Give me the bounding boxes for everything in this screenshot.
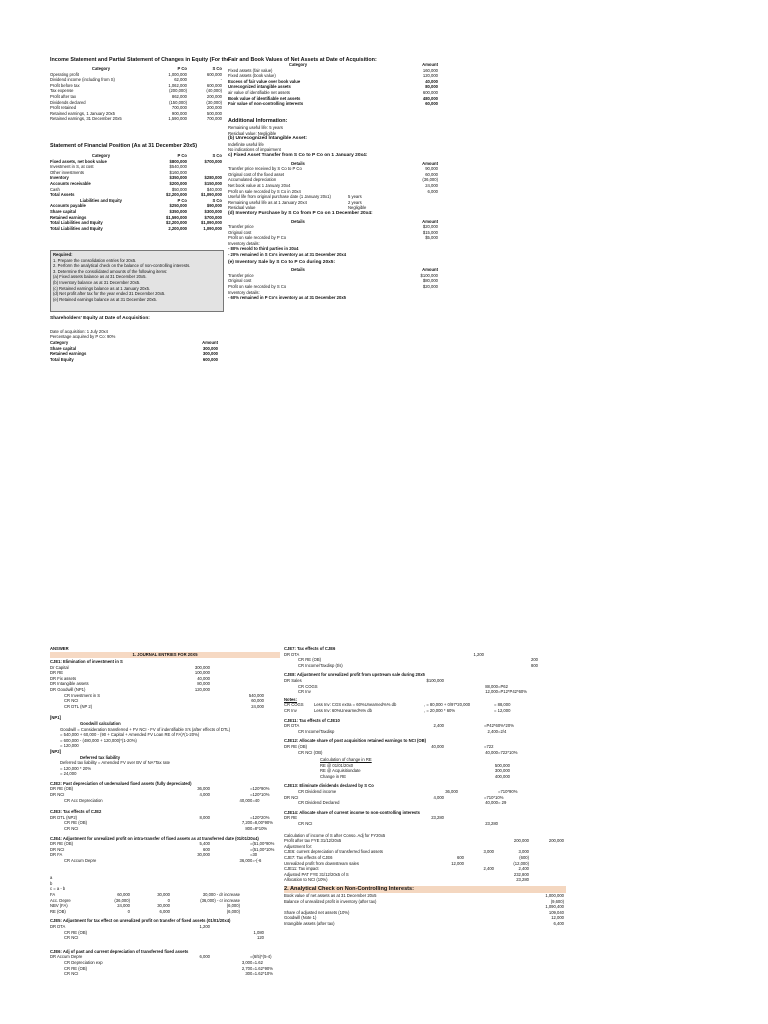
table-row: - 80% resold to third parties in 20x4 [228, 246, 299, 252]
table-row: Total Liabilities and Equity $2,200,000 $1,090,000 [50, 220, 222, 226]
table-row: (a) Fixed assets balance as at 31 December 20x5. [53, 274, 147, 280]
table-row: Fixed assets (book value) 120,000 [228, 73, 438, 79]
additional-block: Remaining useful life: 5 years Residual value: Negligible (b) Unrecognized Intangible Asset: Indefinite useful life No indications of impairment c) Fixed Asset Transfer from S Co to P Co on 1 January 20x4: Details Amount Transfer price received by S Co to P Co 90,000 Original cost of the fixed asset 60,000 Accumulated depreciation (36,000) Net book value at 1 January 20x4 24,000 Profit on sale recorded by S Co in 20x4 6,000 Useful life from original purchase date (1 January 20x1) 5 years Remaining useful life as at 1 January 20x4 2 years Residual value Negligible (d) Inventory Purchase by S Co from P Co on 1 December 20x4: Details Amount Transfer price $20,000 Original cost $15,000 Profit on sale recorded by P Co $5,000 Inventory details: - 80% resold to third parties in 20x4 - 20% remained in S Co's inventory as at 31 December 20x4 (e) Inventory Sale by S Co to P Co during 20x5: Details Amount Transfer price $100,000 Original cost $80,000 Profit on sale recorded by S Co $20,000 Inventory details: - 60% remained in P Co's inventory as at 31 December 20x5 [228, 125, 448, 301]
table-row: (d) Net profit after tax for the year ended 31 December 20x5. [53, 291, 166, 297]
table-row: Intangible assets (after tax) 6,400 [284, 920, 564, 926]
table-row: Acc. Depre (36,000) 0 (36,000) - cr increase [50, 897, 240, 903]
answer-right-column: CJE7: Tax effects of CJE6 DR DTA 1,200 CR RE (OB) 200 CR Income/Taxdisp (t/s) 800 CJE8: Adjustment for unrealized profit from upstream sale during 20x5 DR Sales $100,000 CR COGS 88,000 =P62 CR Inv 12,000 =P12*P42*60% Notes: CR COGS Less Inv: CGS extra = 60%Unearned%% db , = 80,000 + 0/97*20,000 = 88,000 CR Inv Less Inv: 60%Unearned%% db , = 20,000 * 60% = 12,000 CJE11: Tax effects of CJE10 DR DTA 2,400 =P42*60%*20% CR Income/Taxdisp 2,400 =2/4 CJE12: Allocate share of post acquisition retained earnings to NCI (OB) DR RE (OB) 40,000 =722 CR NCI (OB) 40,000 =722*10% Calculation of change in RE RE @ 01/01/20x0 500,000 RE @ Acquisitiondate 300,000 Change in RE 400,000 CJE13: Eliminate dividends declared by S Co CR Dividend income 36,000 =710*90% DR NCI 4,000 =710*10% CR Dividend Declared 40,000 = 29 CJE14: Allocate share of current income to non-controlling interests DR RE 23,280 CR NCI 23,280 Calculation of income of S after Conso. Adj for FY20x5 Profit after tax FYE 31/12/20x5 200,000 200,000 Adjustment for: CJE6: current depreciation of transferred fixed assets 3,000 3,000 CJE7: Tax effects of CJE6 600 (600) Unrealized profit from downstream sales 12,000 (12,000) CJE11: Tax impact 2,400 2,400 Adjusted PAT FYE 31/12/20x5 of S 232,800 Allocation to NCI (10%) 23,280 2. Analytical Check on Non-Controlling Interests: Book value of net assets as at 31 December 20x5 1,000,000 Balance of unrealized profit in inventory (after tax) (9,600) 1,090,400 Share of adjusted net assets (10%) 109,040 Goodwill (Note 1) 12,000 Intangible assets (after tax) 6,400 [284, 646, 564, 926]
table-row: air value of identifiable net assets 600,000 [228, 89, 438, 95]
table-row: Goodwill (Note 1) 12,000 [284, 915, 564, 921]
table-row: CR Depreciation exp 3,000 =1.62 [64, 959, 263, 965]
table-row: CR Dividend income 36,000 =710*90% [298, 789, 518, 795]
required-box [50, 250, 224, 312]
table-row: DR DTA 1,200 [284, 651, 484, 657]
table-row: Retained earnings 300,000 [50, 351, 218, 357]
table-row: DR Sales $100,000 [284, 677, 444, 683]
section2-header: 2. Analytical Check on Non-Controlling Interests: [284, 886, 566, 893]
table-row: CR NCI 300 =1.62*10% [64, 971, 273, 977]
table-row: Tax expense (200,000) (40,000) [50, 88, 222, 94]
table-row: Goodwill = Consideration transferred + FV NCI - FV of indentifiable S's (after effects of DTL) [60, 726, 231, 732]
table-row: DR RE 23,280 [284, 815, 444, 821]
additional-title: Additional Information: [228, 118, 288, 124]
table-row: DR NCI 600 =(51,00*10% [50, 846, 275, 852]
table-row: = 120,000 * 20% [60, 765, 92, 771]
table-row: Fixed assets, net book value $800,000 $700,000 [50, 158, 222, 164]
shareholders-table: Category Amount Share capital 300,000 Retained earnings 300,000 Total Equity 600,000 [50, 340, 218, 362]
table-row: Retained earnings $1,590,000 $700,000 [50, 214, 222, 220]
table-row: (c) Retained earnings balance as at 1 January 20x5. [53, 285, 151, 291]
table-row: CR Investment in S 540,000 [64, 692, 264, 698]
table-row: (b) Inventory balance as at 31 December 20x5. [53, 279, 141, 285]
table-row: - 20% remained in S Co's inventory as at 31 December 20x4 [228, 252, 347, 258]
table-row: = 600,000 - (480,000 + 120,000)*(1-20%) [60, 737, 137, 743]
table-row: Share capital $350,000 $300,000 [50, 208, 222, 214]
table-row: Book value of identifiable net assets 480,000 [228, 95, 438, 101]
table-row: Profit before tax 1,062,000 600,000 [50, 82, 222, 88]
table-row: CR Accum Depre 36,000 =-(-6 [64, 858, 262, 863]
table-row: CR RE (OB) 200 [298, 657, 538, 663]
fairvalue-table: Category Amount Fixed assets (fair value) 160,000 Fixed assets (book value) 120,000 Excess of fair value over book value 40,000 Unrecognized intangible assets 80,000 air value of identifiable net assets 600,000 Book value of identifiable net assets 480,000 Fair value of non-controlling interests 60,000 [228, 62, 438, 107]
table-row: Investment in S, at cost $540,000 [50, 164, 187, 170]
table-row: Useful life from original purchase date (1 January 20x1) 5 years [228, 194, 362, 200]
table-row: CJE6: current depreciation of transferred fixed assets 3,000 3,000 [284, 849, 529, 855]
table-row: CR Dividend Declared 40,000 = 29 [298, 800, 507, 806]
table-row: Book value of net assets as at 31 December 20x5 1,000,000 [284, 892, 564, 898]
table-row: RE (OB) 0 6,000 (6,000) [50, 908, 240, 914]
table-row: DR NCI 4,000 =710*10% [284, 794, 504, 800]
table-row: Original cost $15,000 [228, 229, 438, 235]
required-title: Required: [53, 252, 73, 257]
table-row: DR RE (OB) 36,000 =120*90% [50, 786, 270, 792]
table-row: Profit on sale recorded by S Co $20,000 [228, 284, 438, 290]
section1-header: 1. JOURNAL ENTRIES FOR 20X5 [50, 652, 280, 658]
sfp-title: Statement of Financial Position (As at 31 December 20x5) [50, 143, 198, 149]
table-row: (e) Retained earnings balance as at 31 December 20x5. [53, 296, 158, 302]
table-row: CR COGS 88,000 =P62 [298, 683, 508, 689]
table-row: Unrecognized intangible assets 80,000 [228, 84, 438, 90]
table-row: Dividend income (including from S) 62,000 - [50, 77, 222, 83]
table-row: Retained earnings, 1 January 20x5 900,000 500,000 [50, 110, 222, 116]
table-row: Dr Capital 300,000 [50, 664, 210, 670]
table-row: DR RE (OB) 40,000 =722 [284, 743, 494, 749]
table-row: CR NCI 120 [64, 935, 264, 941]
table-row: Adjustment for: [284, 843, 313, 849]
table-row: Transfer price $100,000 [228, 272, 438, 278]
table-row: Excess of fair value over book value 40,000 [228, 78, 438, 84]
table-row: Original cost of the fixed asset 60,000 [228, 171, 438, 177]
table-row: CJE11: Tax impact 2,400 2,400 [284, 866, 529, 872]
table-row: CR NCI (OB) 40,000 =722*10% [298, 749, 518, 755]
table-row: Fixed assets (fair value) 160,000 [228, 67, 438, 73]
table-row: DR Accum Depre 6,000 =(6/5)*(5-4) [50, 954, 272, 960]
table-row: Remaining useful life as at 1 January 20x4 2 years [228, 199, 362, 205]
answer-left-column: CJE1: Elimination of investment in S Dr Capital 300,000 DR RE 100,000 DR Fix assets 40,000 DR Intangible assets 80,000 DR Goodwill (NP1) 120,000 CR Investment in S 540,000 CR NCI 60,000 CR DTL (NP 2) 24,000 [NP1] Goodwill calculation Goodwill = Consideration transferred + FV NCI - FV of indentifiable S's (after effects of DTL) = 540,000 + 60,000 - (90 + Capital + Amended FV Loan RE of FA)*(1-20%) = 600,000 - (480,000 + 120,000)*(1-20%) = 120,000 [NP2] Deferred tax liability Deferred tax liability = Amended FV over BV of NA*Tax rate = 120,000 * 20% = 24,000 CJE2: Past depreciation of undervalued fixed assets (fully depreciated) DR RE (OB) 36,000 =120*90% DR NCI 4,000 =120*10% CR Acc Depreciation 40,000 =40 CJE3: Tax effects of CJE2 DR DTL (NP2) 8,000 =120*20% CR RE (OB) 7,200 =8,00*90% CR NCI 800 =8*10% CJE4: Adjustment for unrealized profit on intra-transfer of fixed assets as at transferred date (01/01/20x4) DR RE (OB) 5,400 =(51,00*90% DR NCI 600 =(51,00*10% DR FA 30,000 =30 CR Accum Depre 36,000 =-(-6 a b c = a - b FA 60,000 30,000 30,000 - dr increase Acc. Depre (36,000) 0 (36,000) - cr increase NBV (FA) 24,000 30,000 (6,000) RE (OB) 0 6,000 (6,000) CJE5: Adjustment for tax effect on unrealized profit on transfer of fixed assets (01/01/20x4) DR DTA 1,200 CR RE (OB) 1,080 CR NCI 120 CJE6: Adj of past and current depreciation of transferred fixed assets DR Accum Depre 6,000 =(6/5)*(5-4) CR Depreciation exp 3,000 =1.62 CR RE (OB) 2,700 =1.62*90% CR NCI 300 =1.62*10% [50, 659, 290, 977]
table-row: = 540,000 + 60,000 - (90 + Capital + Amended FV Loan RE of FA)*(1-20%) [60, 732, 200, 738]
table-row: Cash $50,000 $40,000 [50, 186, 222, 192]
table-row: CR NCI 800 =8*10% [64, 826, 268, 832]
table-row: Net book value at 1 January 20x4 24,000 [228, 182, 438, 188]
table-row: FA 60,000 30,000 30,000 - dr increase [50, 891, 240, 897]
table-row: CR RE (OB) 2,700 =1.62*90% [64, 965, 273, 971]
table-row: CR DTL (NP 2) 24,000 [64, 703, 264, 709]
table-row: DR Goodwill (NP1) 120,000 [50, 686, 210, 692]
table-row: Change in RE 400,000 [320, 773, 510, 779]
table-row: DR NCI 4,000 =120*10% [50, 792, 270, 798]
table-row: 1. Prepare the consolidation entries for 20x5. [53, 257, 137, 263]
table-row: CR Inv 12,000 =P12*P42*60% [298, 689, 527, 695]
table-row: = 120,000 [60, 743, 79, 749]
table-row: Inventory $350,000 $280,000 [50, 175, 222, 181]
table-row: CR COGS Less Inv: CGS extra = 60%Unearned%% db , = 80,000 + 0/97*20,000 = 88,000 [284, 702, 511, 708]
table-row: Profit on sale recorded by P Co $5,000 [228, 235, 438, 241]
income-table: Category P Co S Co Operating profit 1,000,000 600,000 Dividend income (including from S) 62,000 - Profit before tax 1,062,000 600,000 Tax expense (200,000) (40,000) Profit after tax 862,000 200,000 Dividends declared (150,000) (30,000) Profit retained 700,000 200,000 Retained earnings, 1 January 20x5 900,000 500,000 Retained earnings, 31 December 20x5 1,590,000 700,000 [50, 66, 222, 122]
table-row: Balance of unrealized profit in inventory (after tax) (9,600) [284, 898, 564, 904]
table-row: CR Acc Depreciation 40,000 =40 [64, 797, 260, 803]
table-row: 1,090,400 [545, 904, 564, 910]
table-row: Profit retained 700,000 200,000 [50, 105, 222, 111]
table-row: CR Inv Less Inv: 60%Unearned%% db , = 20,000 * 60% = 12,000 [284, 707, 511, 713]
table-row: CJE7: Tax effects of CJE6 600 (600) [284, 855, 529, 860]
table-row: 2. Perform the analytical check on the balance of non-controlling interests. [53, 263, 191, 269]
table-row: Share of adjusted net assets (10%) 109,040 [284, 909, 564, 915]
table-row: CR Income/Taxdisp 2,400 =2/4 [298, 728, 507, 734]
acq-date: Date of acquisition: 1 July 20x4 [50, 329, 108, 334]
table-row: Profit after tax FYE 31/12/20x5 200,000 200,000 [284, 838, 564, 844]
table-row: DR RE (OB) 5,400 =(51,00*90% [50, 841, 275, 847]
table-row: CR NCI 23,280 [298, 821, 498, 827]
table-row: DR FA 30,000 =30 [50, 852, 258, 858]
table-row: Deferred tax liability = Amended FV over BV of NA*Tax rate [60, 760, 170, 766]
table-row: Adjusted PAT FYE 31/12/20x5 of S 232,800 [284, 871, 529, 877]
table-row: Transfer price received by S Co to P Co 90,000 [228, 166, 438, 172]
table-row: Total Liabilities and Equity 2,200,000 1,090,000 [50, 225, 222, 231]
table-row: DR DTL (NP2) 8,000 =120*20% [50, 814, 270, 820]
table-row: 3. Determine the consolidated amounts of the following items: [53, 268, 168, 274]
table-row: Profit after tax 862,000 200,000 [50, 93, 222, 99]
fairvalue-title: Fair and Book Values of Net Assets at Date of Acquisition: [228, 57, 377, 63]
table-row: c = a - b [50, 886, 66, 892]
table-row: Inventory details: [228, 240, 260, 246]
table-row: Transfer price $20,000 [228, 224, 438, 230]
acq-pct: Percentage acquired by P Co: 90% [50, 334, 116, 339]
table-row: RE @ Acquisitiondate 300,000 [320, 768, 510, 774]
table-row: Unrealized profit from downstream sales 12,000 (12,000) [284, 860, 529, 866]
table-row: Total Assets $2,200,000 $1,090,000 [50, 192, 222, 198]
table-row: Operating profit 1,000,000 600,000 [50, 71, 222, 77]
table-row: NBV (FA) 24,000 30,000 (6,000) [50, 903, 240, 909]
answer-label: ANSWER [50, 646, 69, 651]
table-row: a [50, 875, 53, 881]
table-row: Share capital 300,000 [50, 345, 218, 351]
table-row: Profit on sale recorded by S Co in 20x4 6,000 [228, 188, 438, 194]
table-row: CR Income/Taxdisp (t/s) 800 [298, 662, 538, 668]
table-row: CR RE (OB) 7,200 =8,00*90% [64, 820, 273, 826]
table-row: Original cost $80,000 [228, 278, 438, 284]
table-row: DR Intangible assets 80,000 [50, 681, 210, 687]
shareholders-title: Shareholders' Equity at Date of Acquisition: [50, 316, 150, 321]
table-row: DR DTA 2,400 =P42*60%*20% [284, 723, 514, 729]
table-row: = 24,000 [60, 771, 77, 777]
table-row: CR NCI 60,000 [64, 698, 264, 704]
table-row: Allocation to NCI (10%) 23,280 [284, 877, 529, 883]
table-row: RE @ 01/01/20x0 500,000 [320, 762, 510, 768]
sfp-table: Category P Co S Co Fixed assets, net book value $800,000 $700,000 Investment in S, at cost $540,000 Other investments $160,000 Inventory $350,000 $280,000 Accounts receivable $200,000 $150,000 Cash $50,000 $40,000 Total Assets $2,200,000 $1,090,000 Liabilities and Equity P Co S Co Accounts payable $250,000 $90,000 Share capital $350,000 $300,000 Retained earnings $1,590,000 $700,000 Total Liabilities and Equity $2,200,000 $1,090,000 Total Liabilities and Equity 2,200,000 1,090,000 [50, 153, 222, 231]
table-row: b [50, 880, 53, 886]
table-row: Dividends declared (150,000) (30,000) [50, 99, 222, 105]
table-row: DR Fix assets 40,000 [50, 675, 210, 681]
table-row: Fair value of non-controlling interests 60,000 [228, 101, 438, 107]
income-title: Income Statement and Partial Statement of Changes in Equity (For the [50, 57, 230, 63]
table-row: - 60% remained in P Co's inventory as at 31 December 20x5 [228, 295, 346, 301]
table-row: CR RE (OB) 1,080 [64, 929, 264, 935]
table-row: Inventory details: [228, 289, 260, 295]
table-row: DR RE 100,000 [50, 670, 210, 676]
table-row: DR DTA 1,200 [50, 923, 210, 929]
table-row: Retained earnings, 31 December 20x5 1,590,000 700,000 [50, 116, 222, 122]
table-row: Residual value Negligible [228, 205, 367, 211]
table-row: Accounts receivable $200,000 $150,000 [50, 180, 222, 186]
table-row: Other investments $160,000 [50, 169, 187, 175]
table-row: Accounts payable $250,000 $90,000 [50, 203, 222, 209]
table-row: Total Equity 600,000 [50, 356, 218, 362]
table-row: Accumulated depreciation (36,000) [228, 177, 438, 183]
